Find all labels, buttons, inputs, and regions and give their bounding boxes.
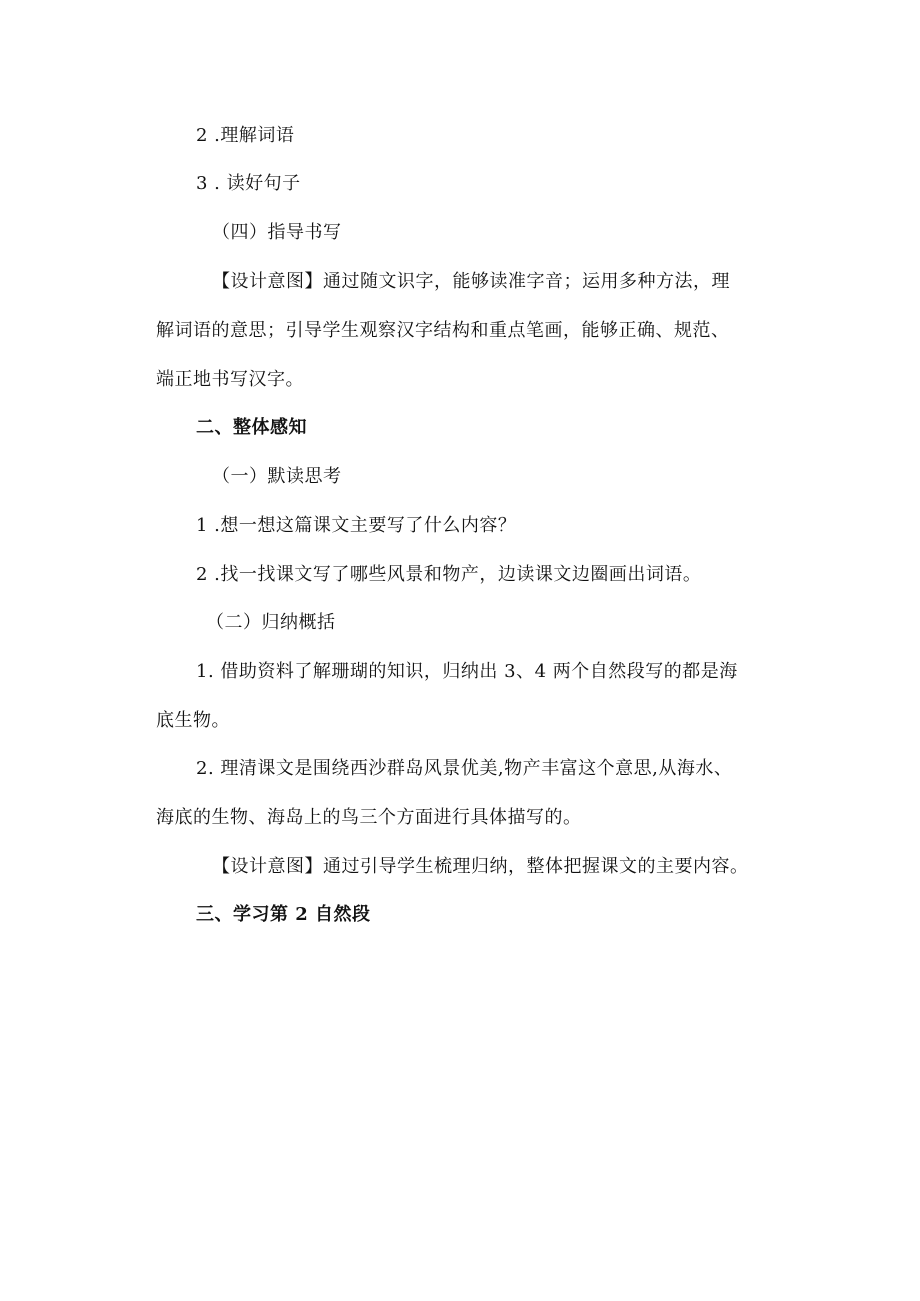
subheading-guide-writing: （四）指导书写 (212, 222, 342, 243)
design-intent-paragraph-line-2: 解词语的意思；引导学生观察汉字结构和重点笔画，能够正确、规范、 (156, 320, 730, 341)
list-item-think-content: 1 .想一想这篇课文主要写了什么内容？ (196, 515, 517, 536)
section-heading-overall-perception: 二、整体感知 (196, 417, 307, 438)
subheading-silent-reading: （一）默读思考 (212, 466, 342, 487)
design-intent-paragraph-line-3: 端正地书写汉字。 (156, 369, 304, 390)
list-item-coral-line-2: 底生物。 (156, 710, 230, 731)
list-item-find-scenery: 2 .找一找课文写了哪些风景和物产，边读课文边圈画出词语。 (196, 564, 702, 585)
design-intent-summary: 【设计意图】通过引导学生梳理归纳，整体把握课文的主要内容。 (212, 856, 749, 877)
design-intent-paragraph-line-1: 【设计意图】通过随文识字，能够读准字音；运用多种方法，理 (212, 271, 730, 292)
list-item-understand-words: 2 .理解词语 (196, 125, 295, 146)
list-item-coral-line-1: 1. 借助资料了解珊瑚的知识，归纳出 3、4 两个自然段写的都是海 (196, 661, 738, 682)
list-item-read-sentences: 3 . 读好句子 (196, 173, 301, 194)
section-heading-study-paragraph-2: 三、学习第 2 自然段 (196, 904, 371, 925)
list-item-clarify-line-1: 2. 理清课文是围绕西沙群岛风景优美,物产丰富这个意思,从海水、 (196, 758, 733, 779)
list-item-clarify-line-2: 海底的生物、海岛上的鸟三个方面进行具体描写的。 (156, 807, 582, 828)
subheading-summarize: （二）归纳概括 (206, 612, 336, 633)
